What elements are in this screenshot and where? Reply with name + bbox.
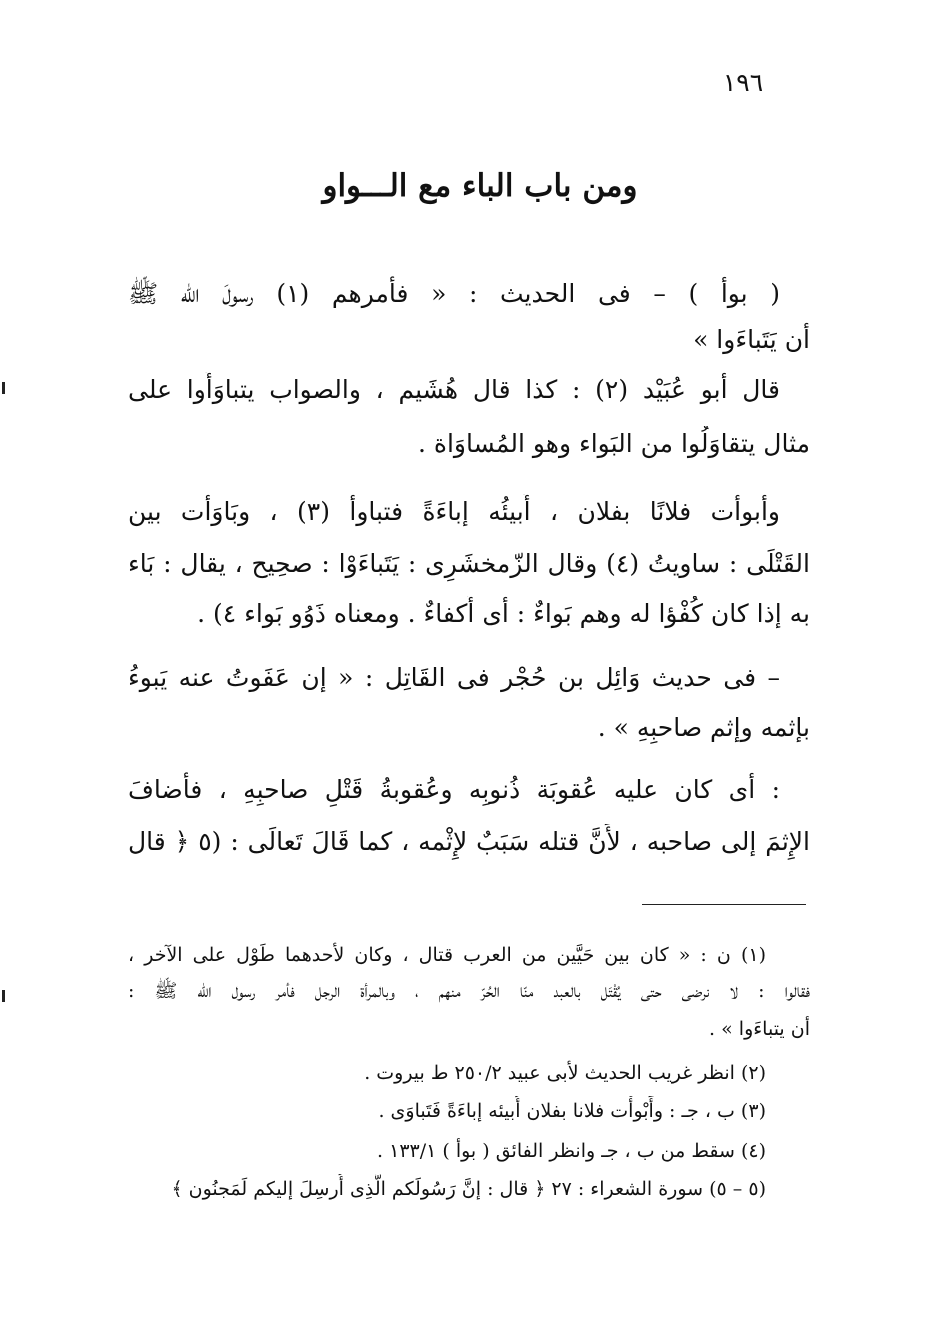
body-line: مثال يتقاوَلُوا من البَواء وهو المُساوَاة . [417,429,810,458]
body-line: القَتْلَى : ساويتُ (٤) وقال الزّمخشَرِى : يَتَباءَوْا : صحِيح ، يقال : بَاء [128,549,810,578]
footnote-line: أن يتباءَوا » . [709,1018,810,1040]
body-line: الإِثمَ إلى صاحبه ، لأَنَّ قتله سَبَبٌ لإِثْمه ، كما قَالَ تَعالَى : (٥ ﴿ قال [128,827,810,856]
chapter-title: ومن باب الباء مع الـــواو [322,168,638,204]
body-line: وأبوأْت فلانًا بفلان ، أُبيئُه إباءَةً فتباوأ (٣) ، وبَاوَأْت بين [128,497,781,526]
footnote-line: (٤) سقط من ب ، جـ وانظر الفائق ( بوأ ) ١٣٣/١ . [377,1140,766,1162]
body-line: : أى كان عليه عُقوبَة ذُنوبِه وعُقوبةُ قَتْلِ صاحبِهِ ، فأَضافَ [128,775,780,804]
footnote-line: (٣) ب ، جـ : وأَبْوأْت فلانا بفلان أُبيئه إباءَةً فَتَباوَى . [378,1100,766,1122]
body-line: بإثمه وإثم صاحبِهِ » . [597,713,810,742]
body-line: قال أبو عُبَيْد (٢) : كذا قال هُشَيم ، والصواب يتباوَأُوا على [128,375,780,404]
footnote-line: (١) ن : « كان بين حَيَّين من العرب قتال ، وكان لأحدهما طَوْل على الآخر ، [128,944,766,966]
body-line: به إذا كان كُفْؤا له وهم بَواءٌ : أى أَكفاءٌ . ومعناه ذَوُو بَواء ٤) . [197,599,810,628]
footnote-separator [642,904,806,905]
scan-margin-mark [2,990,5,1002]
scan-margin-mark [2,382,5,394]
footnote-line: فقالوا : لا نرضى حتى يُقْتَل بالعبد منّا الحُرّ منهم ، وبالمرأة الرجل فأمر رسول الله ﷺ : [128,980,810,1002]
page-number: ١٩٦ [722,68,764,97]
body-line: – فى حديث وَائِل بن حُجْر فى القَاتِل : « إن عَفَوتُ عنه يَبوءُ [128,663,780,692]
footnote-line: (٥ – ٥) سورة الشعراء : ٢٧ ﴿ قال : إنَّ رَسُولَكم الَّذِى أُرسِلَ إليكم لَمَجنُون ﴾ [171,1178,766,1200]
footnote-line: (٢) انظر غريب الحديث لأبى عبيد ٢٥٠/٢ ط بيروت . [364,1062,766,1084]
body-line: أن يَتَباءَوا » [693,325,810,354]
body-line: ( بوأ ) – فى الحديث : « فأمرهم (١) رسولَ الله ﷺ [128,279,780,308]
